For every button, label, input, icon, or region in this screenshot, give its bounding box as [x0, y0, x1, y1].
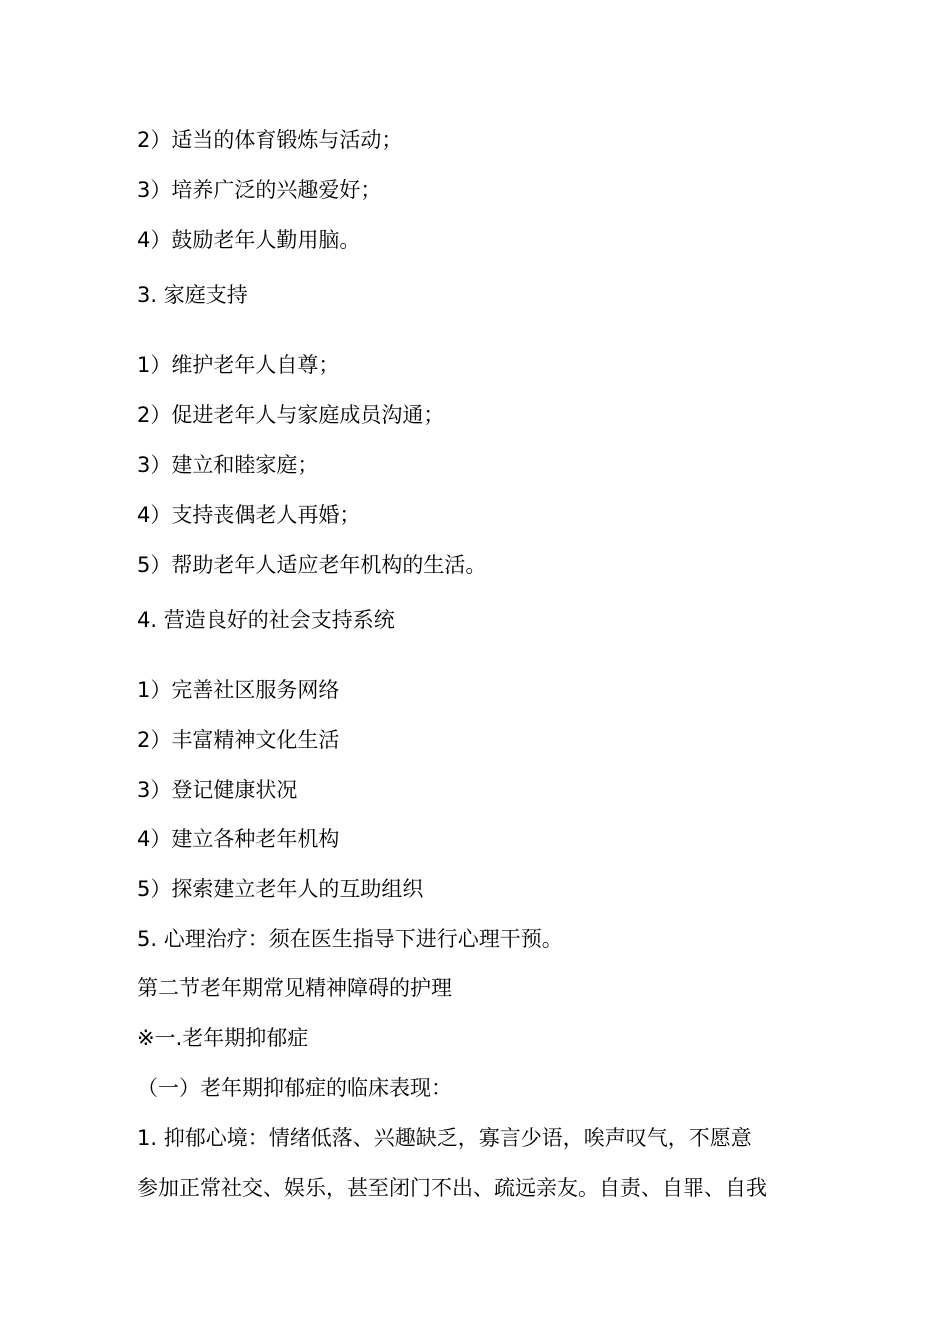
list-item-mutual-aid: 5）探索建立老年人的互助组织	[137, 877, 424, 901]
section-heading-family-support: 3. 家庭支持	[137, 283, 248, 307]
list-item-harmonious-family: 3）建立和睦家庭；	[137, 453, 319, 477]
section-heading-social-support: 4. 营造良好的社会支持系统	[137, 608, 395, 632]
list-item-use-brain: 4）鼓励老年人勤用脑。	[137, 228, 361, 252]
list-item-exercise: 2）适当的体育锻炼与活动；	[137, 128, 403, 152]
list-item-remarriage: 4）支持丧偶老人再婚；	[137, 503, 361, 527]
chapter-section-title: 第二节老年期常见精神障碍的护理	[137, 976, 452, 1000]
list-item-self-respect: 1）维护老年人自尊；	[137, 353, 340, 377]
list-item-community-network: 1）完善社区服务网络	[137, 678, 340, 702]
list-item-interests: 3）培养广泛的兴趣爱好；	[137, 178, 382, 202]
list-item-health-status: 3）登记健康状况	[137, 778, 298, 802]
list-item-communication: 2）促进老年人与家庭成员沟通；	[137, 403, 445, 427]
list-item-institution-life: 5）帮助老年人适应老年机构的生活。	[137, 553, 487, 577]
subsection-title-depression: ※一.老年期抑郁症	[137, 1026, 309, 1050]
list-item-elderly-institutions: 4）建立各种老年机构	[137, 827, 340, 851]
paragraph-depressed-mood-line1: 1. 抑郁心境：情绪低落、兴趣缺乏，寡言少语，唉声叹气，不愿意	[137, 1126, 752, 1150]
subheading-clinical-manifestations: （一）老年期抑郁症的临床表现：	[137, 1076, 452, 1100]
paragraph-depressed-mood-line2: 参加正常社交、娱乐，甚至闭门不出、疏远亲友。自责、自罪、自我	[137, 1176, 767, 1200]
section-heading-psychotherapy: 5. 心理治疗：须在医生指导下进行心理干预。	[137, 927, 563, 951]
list-item-cultural-life: 2）丰富精神文化生活	[137, 728, 340, 752]
